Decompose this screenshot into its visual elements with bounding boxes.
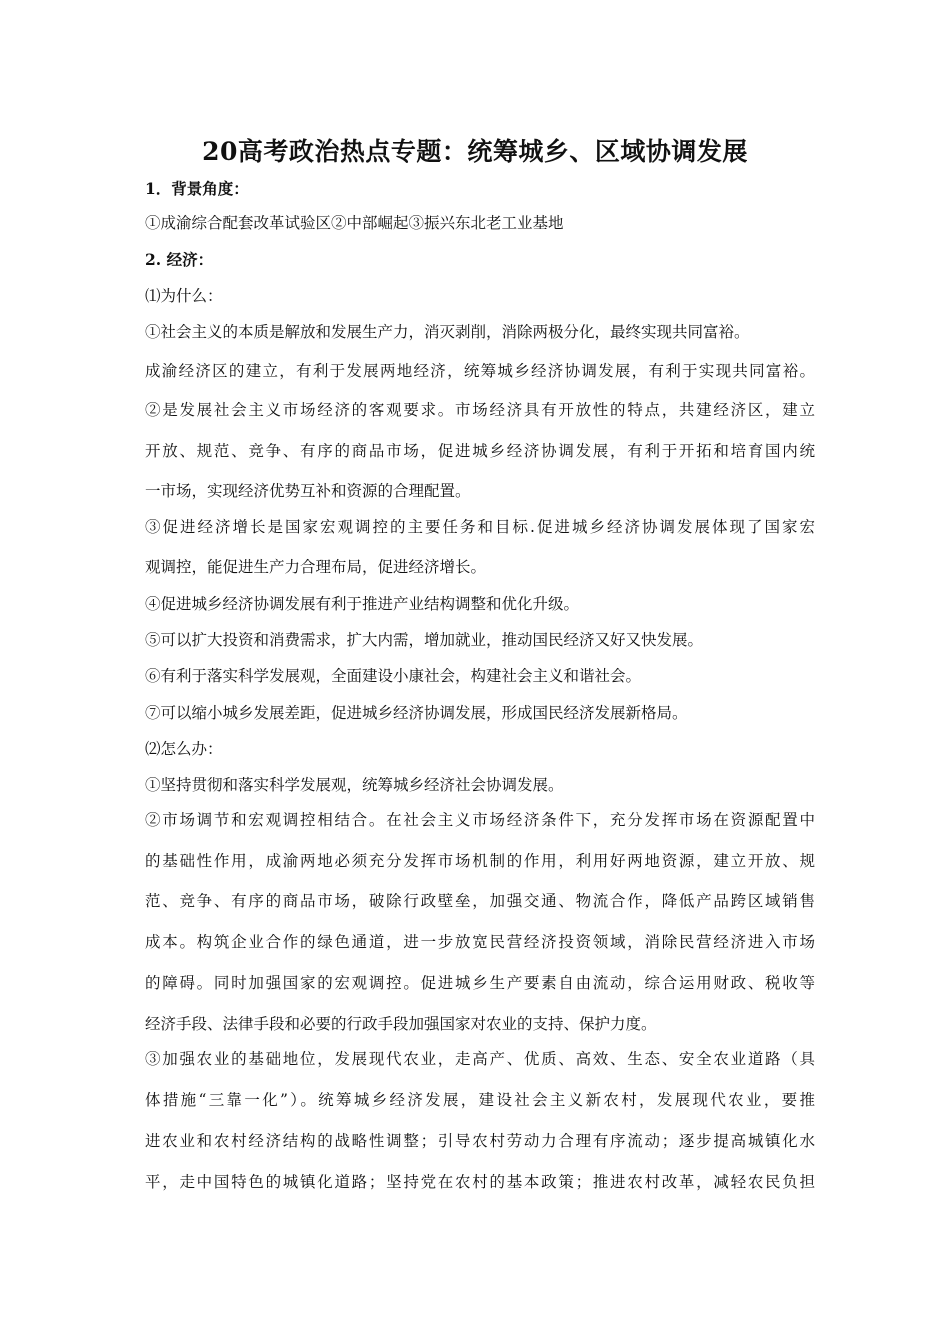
paragraph-line: ⑤可以扩大投资和消费需求，扩大内需，增加就业，推动国民经济又好又快发展。 bbox=[145, 631, 704, 649]
paragraph-line: 成渝经济区的建立，有利于发展两地经济，统筹城乡经济协调发展，有利于实现共同富裕。 bbox=[145, 362, 815, 380]
paragraph-line: 开放、规范、竞争、有序的商品市场，促进城乡经济协调发展，有利于开拓和培育国内统 bbox=[145, 442, 815, 460]
paragraph-line: ⑦可以缩小城乡发展差距，促进城乡经济协调发展，形成国民经济发展新格局。 bbox=[145, 704, 688, 722]
paragraph-line: ①成渝综合配套改革试验区②中部崛起③振兴东北老工业基地 bbox=[145, 214, 564, 232]
paragraph-line: 范、竞争、有序的商品市场，破除行政壁垒，加强交通、物流合作，降低产品跨区域销售 bbox=[145, 892, 815, 910]
paragraph-line: ③加强农业的基础地位，发展现代农业，走高产、优质、高效、生态、安全农业道路（具 bbox=[145, 1050, 815, 1068]
section-heading: 2. 经济： bbox=[145, 250, 214, 269]
paragraph-line: 成本。构筑企业合作的绿色通道，进一步放宽民营经济投资领域，消除民营经济进入市场 bbox=[145, 933, 815, 951]
paragraph-line: ⑥有利于落实科学发展观，全面建设小康社会，构建社会主义和谐社会。 bbox=[145, 667, 642, 685]
subsection-heading: ⑵怎么办： bbox=[145, 740, 223, 758]
subsection-heading: ⑴为什么： bbox=[145, 287, 223, 305]
paragraph-line: 的基础性作用，成渝两地必须充分发挥市场机制的作用，利用好两地资源，建立开放、规 bbox=[145, 852, 815, 870]
paragraph-line: 观调控，能促进生产力合理布局，促进经济增长。 bbox=[145, 558, 487, 576]
paragraph-line: 体措施“三靠一化”）。统筹城乡经济发展，建设社会主义新农村，发展现代农业，要推 bbox=[145, 1091, 815, 1109]
paragraph-line: 进农业和农村经济结构的战略性调整；引导农村劳动力合理有序流动；逐步提高城镇化水 bbox=[145, 1132, 815, 1150]
section-heading: 1．背景角度： bbox=[145, 179, 249, 198]
paragraph-line: ①坚持贯彻和落实科学发展观，统筹城乡经济社会协调发展。 bbox=[145, 776, 564, 794]
paragraph-line: 平，走中国特色的城镇化道路；坚持党在农村的基本政策；推进农村改革，减轻农民负担 bbox=[145, 1173, 815, 1191]
paragraph-line: ②市场调节和宏观调控相结合。在社会主义市场经济条件下，充分发挥市场在资源配置中 bbox=[145, 811, 815, 829]
paragraph-line: ②是发展社会主义市场经济的客观要求。市场经济具有开放性的特点，共建经济区，建立 bbox=[145, 401, 815, 419]
paragraph-line: ①社会主义的本质是解放和发展生产力，消灭剥削，消除两极分化，最终实现共同富裕。 bbox=[145, 323, 750, 341]
paragraph-line: ③促进经济增长是国家宏观调控的主要任务和目标.促进城乡经济协调发展体现了国家宏 bbox=[145, 518, 815, 536]
paragraph-line: 经济手段、法律手段和必要的行政手段加强国家对农业的支持、保护力度。 bbox=[145, 1015, 657, 1033]
page-title: 20高考政治热点专题：统筹城乡、区域协调发展 bbox=[202, 137, 748, 166]
paragraph-line: ④促进城乡经济协调发展有利于推进产业结构调整和优化升级。 bbox=[145, 595, 580, 613]
paragraph-line: 的障碍。同时加强国家的宏观调控。促进城乡生产要素自由流动，综合运用财政、税收等 bbox=[145, 974, 815, 992]
paragraph-line: 一市场，实现经济优势互补和资源的合理配置。 bbox=[145, 482, 471, 500]
